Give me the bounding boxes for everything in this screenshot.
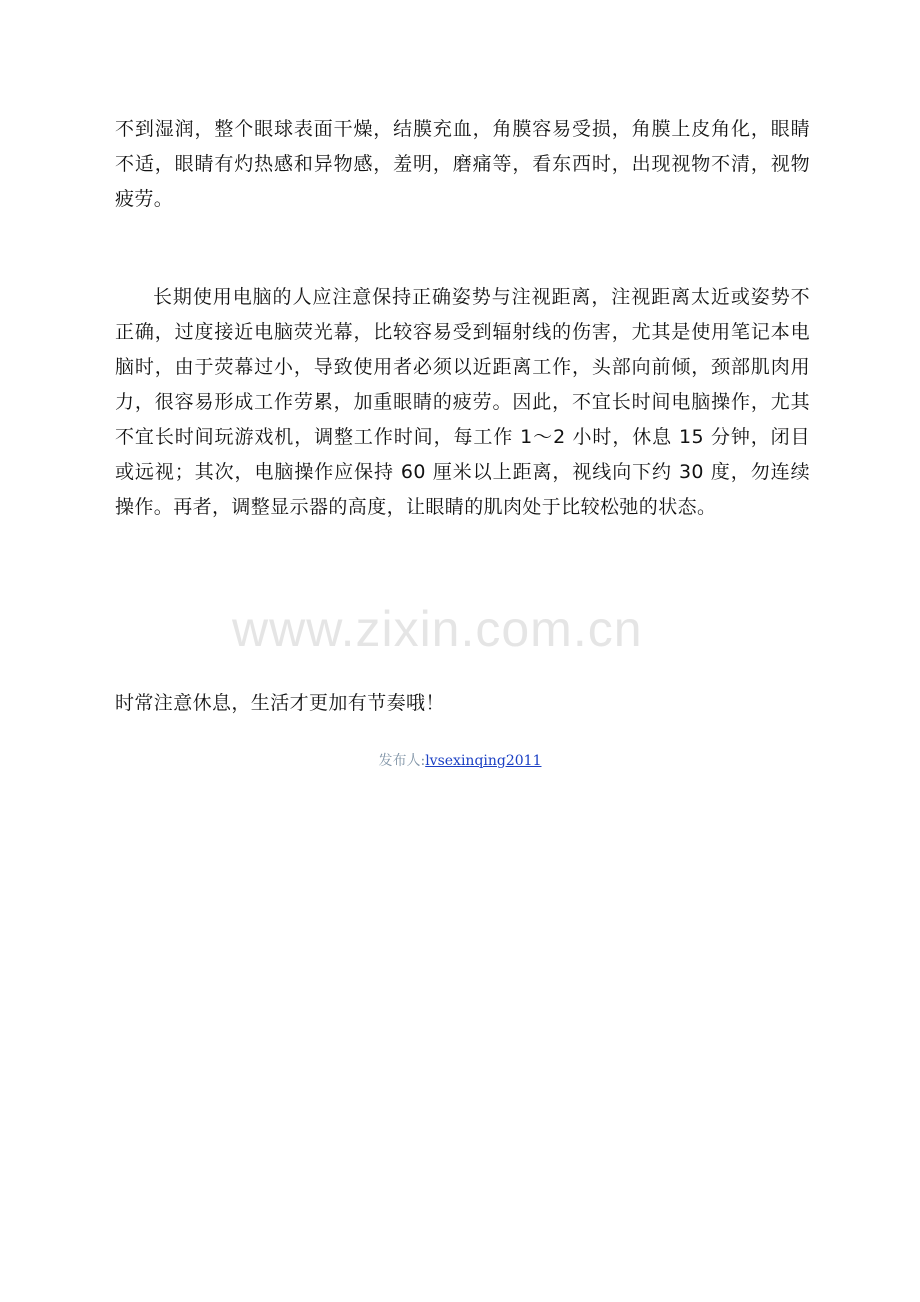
publisher-line (0, 750, 920, 770)
publisher-link[interactable]: lvsexinqing2011 (425, 753, 542, 769)
paragraph-rest-reminder: 时常注意休息，生活才更加有节奏哦！ (115, 692, 445, 714)
paragraph-computer-use-advice: 长期使用电脑的人应注意保持正确姿势与注视距离，注视距离太近或姿势不正确，过度接近电脑荧光幕，比较容易受到辐射线的伤害，尤其是使用笔记本电脑时，由于荧幕过小，导致使用者必须以近距离工作，头部向前倾，颈部肌肉用力，很容易形成工作劳累，加重眼睛的疲劳。因此，不宜长时间电脑操作，尤其不宜长时间玩游戏机，调整工作时间，每工作 1～2 小时，休息 15 分钟，闭目或远视；其次，电脑操作应保持 60 厘米以上距离，视线向下约 30 度，勿连续操作。再者，调整显示器的高度，让眼睛的肌肉处于比较松弛的状态。 (115, 286, 810, 518)
site-watermark: www.zixin.com.cn (232, 601, 643, 657)
paragraph-eye-dryness: 不到湿润，整个眼球表面干燥，结膜充血，角膜容易受损，角膜上皮角化，眼睛不适，眼睛有灼热感和异物感，羞明，磨痛等，看东西时，出现视物不清，视物疲劳。 (115, 118, 810, 210)
publisher-label: 发布人: (378, 753, 426, 769)
